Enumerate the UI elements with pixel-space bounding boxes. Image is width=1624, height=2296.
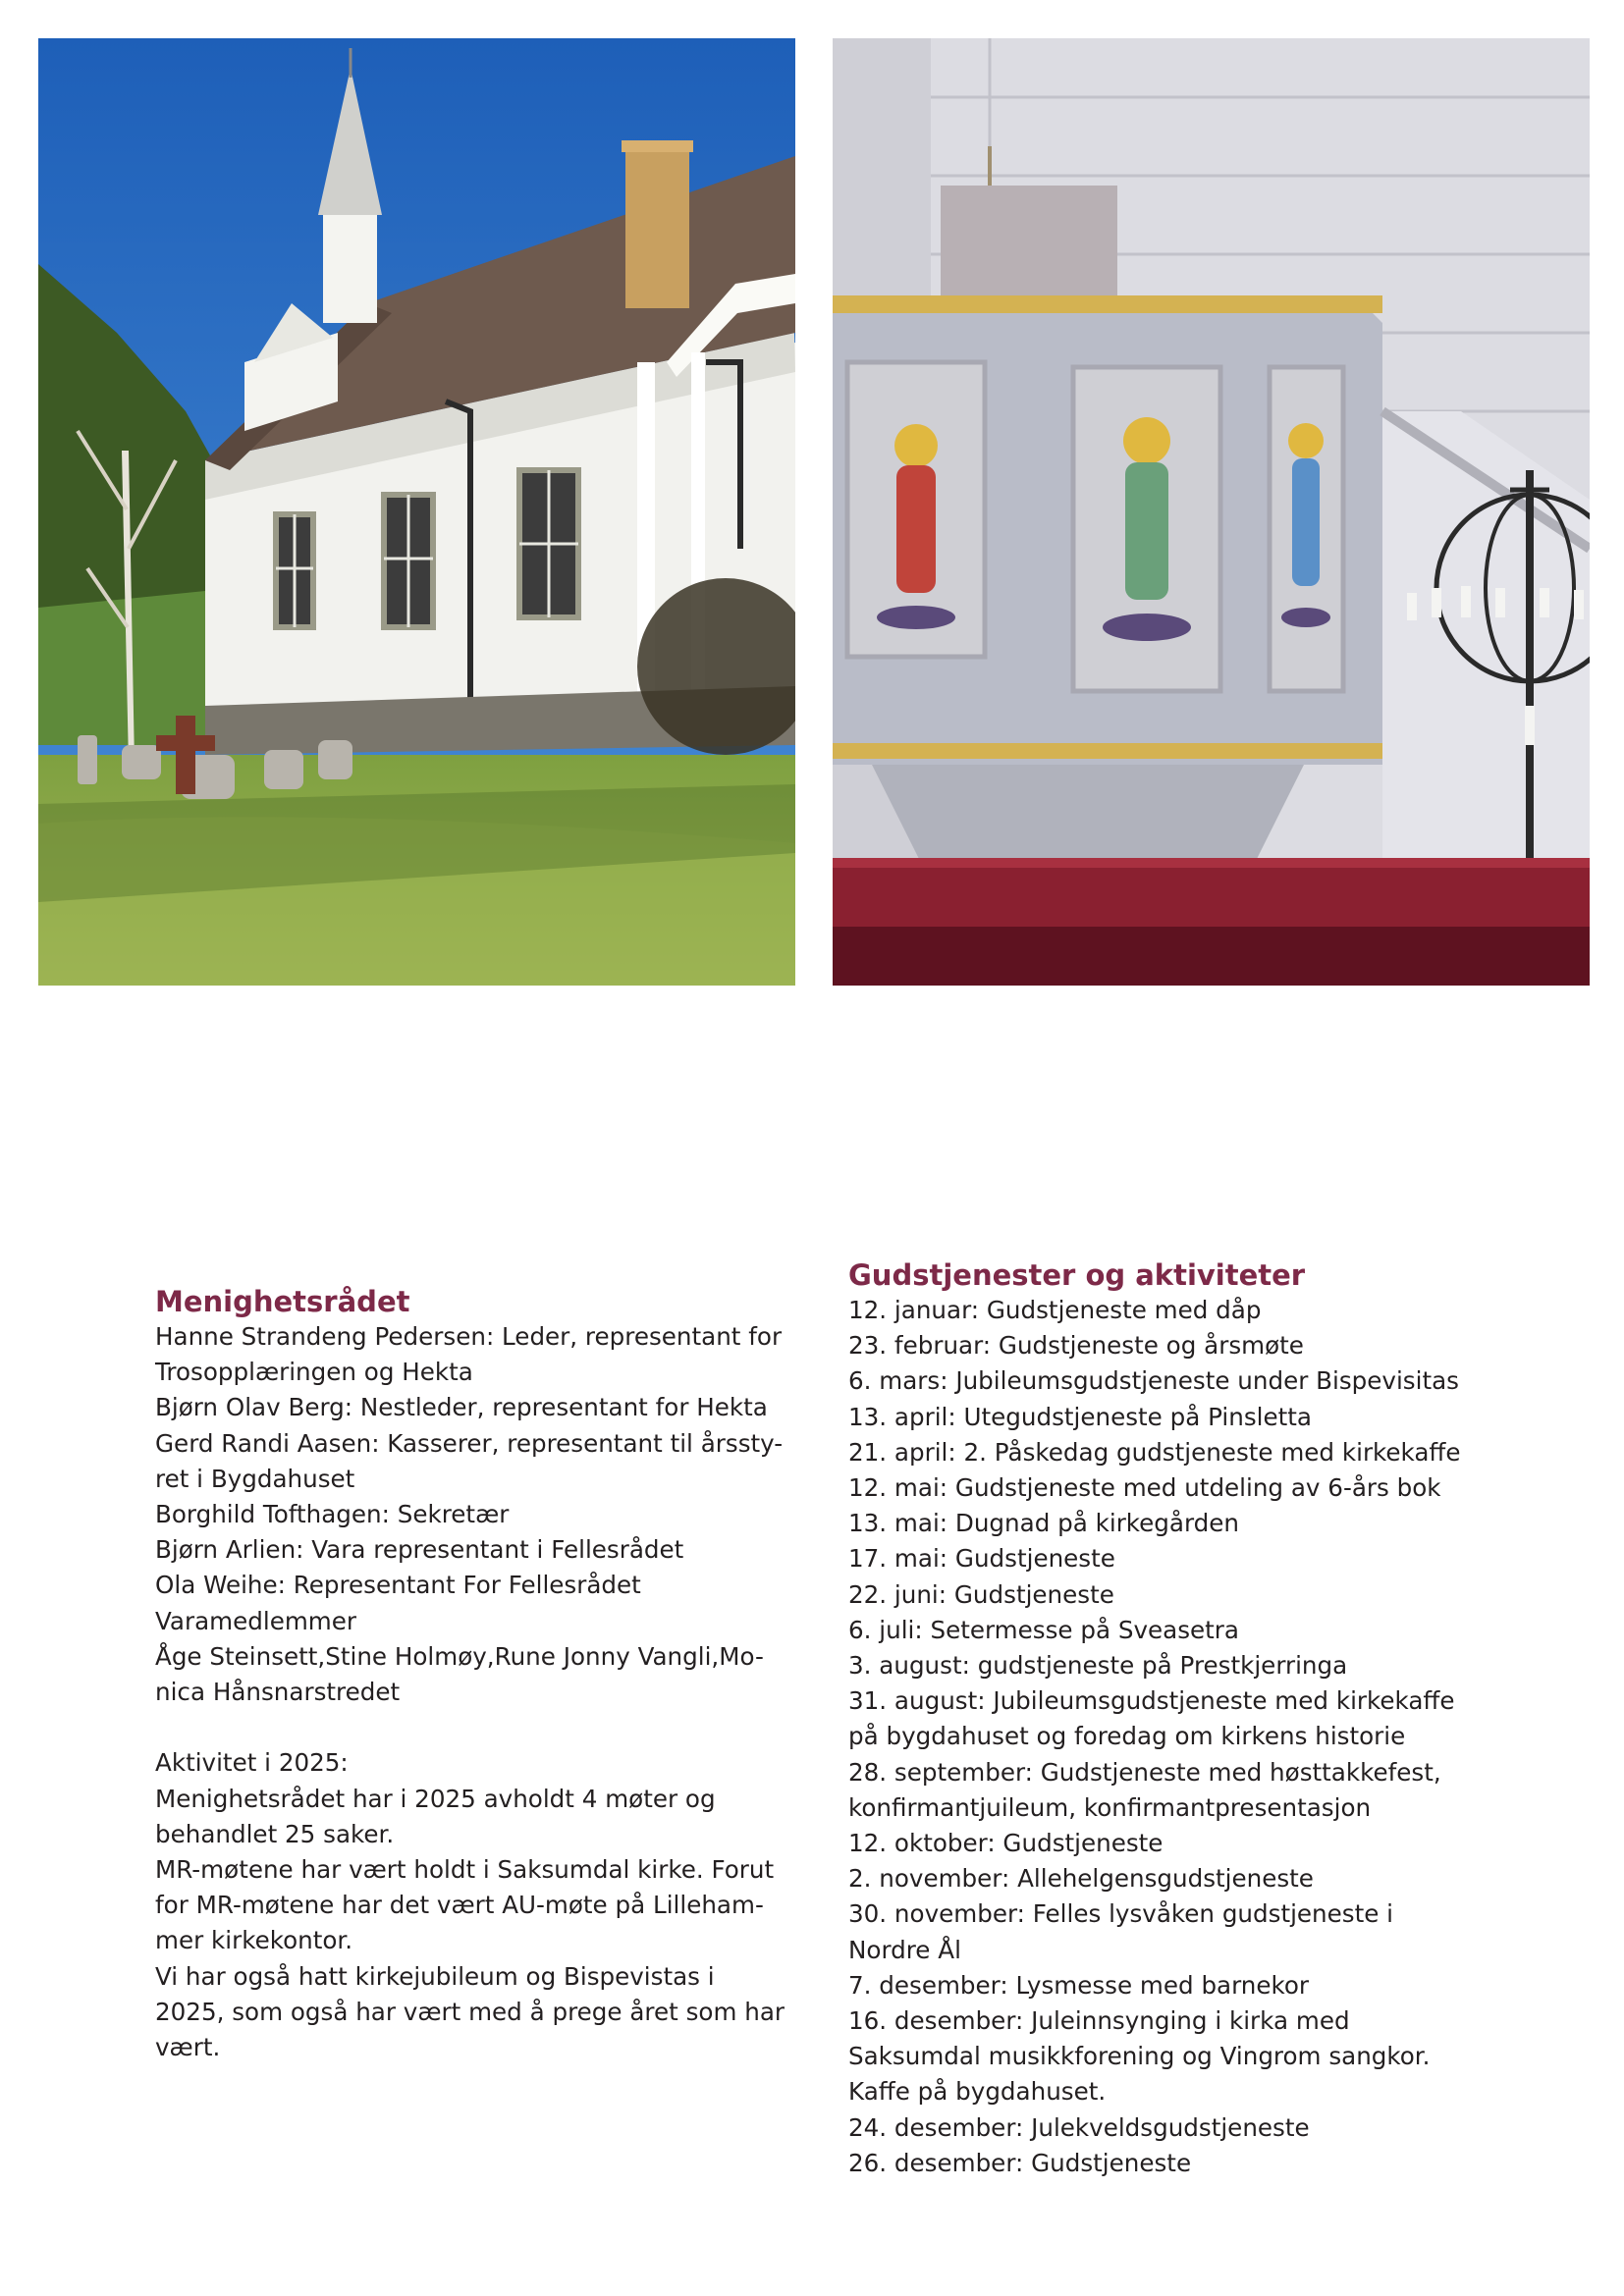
council-line: Borghild Tofthagen: Sekretær (155, 1500, 510, 1529)
service-line: 28. september: Gudstjeneste med høsttakkefest, (848, 1757, 1441, 1787)
service-line: 26. desember: Gudstjeneste (848, 2148, 1192, 2177)
council-section (155, 1284, 803, 2065)
church-photo (38, 38, 795, 986)
activity-line: Aktivitet i 2025: (155, 1748, 349, 1778)
activity-line: MR-møtene har vært holdt i Saksumdal kirke. Forut (155, 1855, 775, 1885)
pulpit-illustration (833, 38, 1590, 986)
service-line: konfirmantjuileum, konfirmantpresentasjon (848, 1792, 1372, 1822)
council-line: Ola Weihe: Representant For Fellesrådet (155, 1571, 641, 1600)
council-line: Bjørn Arlien: Vara representant i Fellesrådet (155, 1535, 684, 1565)
activity-line: Vi har også hatt kirkejubileum og Bispevistas i (155, 1961, 715, 1991)
activity-line: behandlet 25 saker. (155, 1819, 395, 1848)
council-line: nica Hånsnarstredet (155, 1678, 401, 1707)
service-line: 6. mars: Jubileumsgudstjeneste under Bispevisitas (848, 1366, 1459, 1396)
council-line: Åge Steinsett,Stine Holmøy,Rune Jonny Vangli,Mo- (155, 1641, 764, 1671)
service-line: 21. april: 2. Påskedag gudstjeneste med kirkekaffe (848, 1437, 1461, 1467)
service-line: 12. oktober: Gudstjeneste (848, 1829, 1164, 1858)
service-line: 13. mai: Dugnad på kirkegården (848, 1509, 1239, 1538)
activity-line: for MR-møtene har det vært AU-møte på Lilleham- (155, 1891, 764, 1920)
service-line: 3. august: gudstjeneste på Prestkjerringa (848, 1651, 1348, 1681)
service-line: 30. november: Felles lysvåken gudstjeneste i (848, 1899, 1394, 1929)
service-line: Saksumdal musikkforening og Vingrom sangkor. (848, 2042, 1431, 2071)
service-line: 17. mai: Gudstjeneste (848, 1544, 1115, 1574)
service-line: 31. august: Jubileumsgudstjeneste med kirkekaffe (848, 1686, 1455, 1716)
activity-line: Menighetsrådet har i 2025 avholdt 4 møter og (155, 1784, 716, 1813)
council-line: Varamedlemmer (155, 1606, 356, 1635)
service-line: 13. april: Utegudstjeneste på Pinsletta (848, 1402, 1312, 1431)
service-line: 6. juli: Setermesse på Sveasetra (848, 1615, 1239, 1644)
service-line: 22. juni: Gudstjeneste (848, 1579, 1114, 1609)
activity-line: vært. (155, 2033, 221, 2062)
services-section (848, 1257, 1496, 2181)
paragraph-gap (155, 1710, 803, 1745)
activity-line: mer kirkekontor. (155, 1926, 353, 1955)
council-line: Hanne Strandeng Pedersen: Leder, representant for (155, 1322, 783, 1351)
service-line: 7. desember: Lysmesse med barnekor (848, 1970, 1310, 2000)
service-line: 24. desember: Julekveldsgudstjeneste (848, 2112, 1310, 2142)
service-line: 2. november: Allehelgensgudstjeneste (848, 1864, 1314, 1894)
council-line: Gerd Randi Aasen: Kasserer, representant til årssty- (155, 1428, 784, 1458)
pulpit-photo (833, 38, 1590, 986)
activity-line: 2025, som også har vært med å prege året som har (155, 1997, 785, 2026)
service-line: 12. januar: Gudstjeneste med dåp (848, 1296, 1262, 1324)
service-line: Nordre Ål (848, 1935, 961, 1964)
church-illustration (38, 38, 795, 986)
council-line: Bjørn Olav Berg: Nestleder, representant for Hekta (155, 1393, 768, 1422)
services-heading: Gudstjenester og aktiviteter (848, 1258, 1306, 1292)
council-heading: Menighetsrådet (155, 1285, 410, 1318)
council-line: Trosopplæringen og Hekta (155, 1358, 473, 1387)
service-line: Kaffe på bygdahuset. (848, 2077, 1107, 2107)
service-line: på bygdahuset og foredag om kirkens historie (848, 1722, 1406, 1751)
service-line: 23. februar: Gudstjeneste og årsmøte (848, 1331, 1304, 1361)
service-line: 12. mai: Gudstjeneste med utdeling av 6-års bok (848, 1473, 1441, 1503)
service-line: 16. desember: Juleinnsynging i kirka med (848, 2006, 1350, 2036)
council-line: ret i Bygdahuset (155, 1464, 355, 1493)
